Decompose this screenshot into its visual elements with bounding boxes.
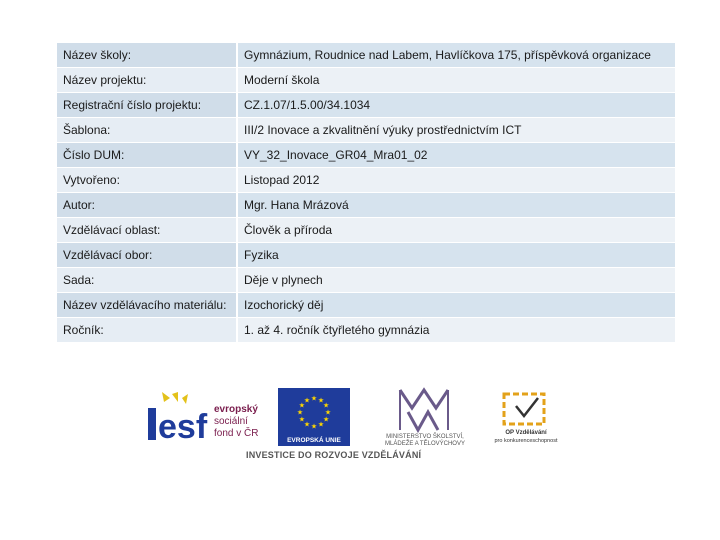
info-row: [57, 143, 675, 167]
info-row: [57, 68, 675, 92]
eu-flag: [278, 388, 350, 436]
info-row-value: Mgr. Hana Mrázová: [236, 193, 675, 217]
esf-mark: esf: [158, 408, 208, 442]
info-row: [57, 93, 675, 117]
esf-line2: sociální: [214, 416, 248, 427]
eu-star-icon: ★: [303, 421, 311, 429]
info-row-value: CZ.1.07/1.5.00/34.1034: [236, 93, 675, 117]
esf-logo: [148, 390, 272, 442]
msmt-logo: [370, 386, 480, 446]
info-row: [57, 293, 675, 317]
info-row-value: Listopad 2012: [236, 168, 675, 192]
info-row: [57, 43, 675, 67]
info-row-label: Sada:: [57, 268, 236, 292]
info-row-label: Název školy:: [57, 43, 236, 67]
eu-star-icon: ★: [310, 423, 318, 431]
info-row-label: Šablona:: [57, 118, 236, 142]
info-row-label: Vzdělávací obor:: [57, 243, 236, 267]
info-row-label: Registrační číslo projektu:: [57, 93, 236, 117]
info-row: [57, 218, 675, 242]
info-row-label: Vzdělávací oblast:: [57, 218, 236, 242]
msmt-line2: MLÁDEŽE A TĚLOVÝCHOVY: [385, 441, 465, 446]
eu-star-icon: ★: [298, 416, 306, 424]
msmt-line1: MINISTERSTVO ŠKOLSTVÍ,: [386, 434, 464, 440]
info-row-label: Ročník:: [57, 318, 236, 342]
info-row-value: VY_32_Inovace_GR04_Mra01_02: [236, 143, 675, 167]
info-row-value: III/2 Inovace a zkvalitnění výuky prostřednictvím ICT: [236, 118, 675, 142]
esf-line3: fond v ČR: [214, 428, 259, 439]
info-row-value: Člověk a příroda: [236, 218, 675, 242]
info-row-value: Fyzika: [236, 243, 675, 267]
info-row-value: Děje v plynech: [236, 268, 675, 292]
info-row: [57, 268, 675, 292]
info-row: [57, 168, 675, 192]
eu-label: EVROPSKÁ UNIE: [278, 436, 350, 446]
info-row-label: Název projektu:: [57, 68, 236, 92]
eu-star-icon: ★: [303, 397, 311, 405]
eu-star-icon: ★: [317, 397, 325, 405]
eu-star-icon: ★: [317, 421, 325, 429]
eu-stars-icon: [278, 388, 350, 436]
info-row: [57, 243, 675, 267]
esf-line1: evropský: [214, 404, 258, 415]
info-row-label: Vytvořeno:: [57, 168, 236, 192]
info-row-label: Číslo DUM:: [57, 143, 236, 167]
info-row-value: Moderní škola: [236, 68, 675, 92]
eu-star-icon: ★: [322, 416, 330, 424]
info-row-label: Název vzdělávacího materiálu:: [57, 293, 236, 317]
investice-slogan: INVESTICE DO ROZVOJE VZDĚLÁVÁNÍ: [246, 450, 422, 460]
info-row: [57, 118, 675, 142]
info-row-value: Izochorický děj: [236, 293, 675, 317]
project-info-table: [57, 42, 675, 343]
funding-logos: [148, 386, 568, 466]
eu-star-icon: ★: [324, 409, 332, 417]
info-row-value: 1. až 4. ročník čtyřletého gymnázia: [236, 318, 675, 342]
eu-star-icon: ★: [310, 395, 318, 403]
eu-star-icon: ★: [298, 402, 306, 410]
info-row-value: Gymnázium, Roudnice nad Labem, Havlíčkova 175, příspěvková organizace: [236, 43, 675, 67]
eu-star-icon: ★: [296, 409, 304, 417]
info-row: [57, 193, 675, 217]
info-row: [57, 318, 675, 342]
op-line1: OP Vzdělávání: [505, 430, 547, 436]
info-row-label: Autor:: [57, 193, 236, 217]
op-vzdelavani-logo: [484, 388, 568, 448]
eu-star-icon: ★: [322, 402, 330, 410]
op-line2: pro konkurenceschopnost: [494, 438, 558, 444]
